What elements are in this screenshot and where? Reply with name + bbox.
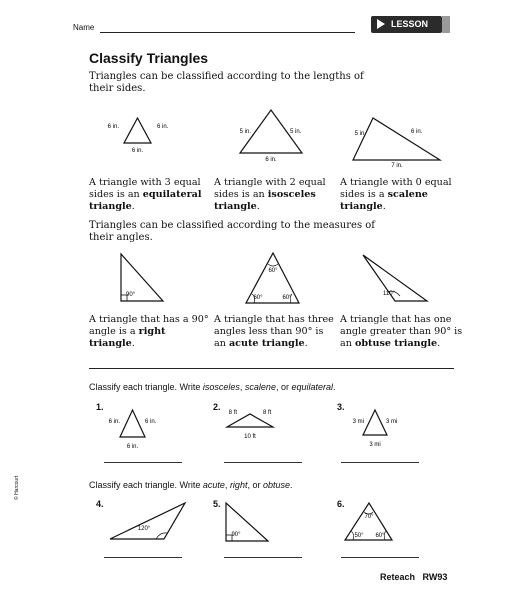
problems-angles-figure [0,495,510,545]
p6-label-left: 50° [354,533,364,539]
instruction-sep: , [224,480,230,490]
option-acute: acute [202,480,225,490]
footer-page: RW93 [422,572,448,582]
answer-line-4[interactable] [104,557,182,558]
answer-line-6[interactable] [341,557,419,558]
caption-scalene [340,177,464,213]
label-eq-left: 6 in. [107,124,119,130]
option-equilateral: equilateral [291,382,333,392]
p2-label-left: 8 ft [228,410,237,416]
p5-label-90: 90° [231,532,241,538]
p1-label-right: 6 in. [145,419,157,425]
caption-text: A triangle that has one angle greater than 90° is an [340,314,463,349]
instruction-sep: , or [275,382,292,392]
label-right-90: 90° [126,292,136,298]
obtuse-triangle [363,255,427,301]
caption-text: A triangle with 3 equal sides is an [89,177,201,200]
caption-text: A triangle that has a 90° angle is a [89,314,209,337]
copyright: © Harcourt [14,475,20,500]
caption-end: . [304,338,308,349]
caption-right [89,314,209,350]
p6-label-right: 60° [375,533,385,539]
lesson-tab [442,16,450,33]
instruction-end: . [333,382,336,392]
problems-sides-figure [0,400,510,455]
problem-1-number: 1. [96,402,104,412]
caption-text: A triangle with 2 equal sides is an [214,177,326,200]
answer-line-5[interactable] [224,557,302,558]
label-obtuse-110: 110° [383,291,395,297]
caption-end: . [382,201,386,212]
label-sc-left: 5 in. [354,131,366,137]
caption-text: A triangle that has three angles less than 90° is an [214,314,334,349]
scalene-triangle [353,118,440,160]
sides-intro: Triangles can be classified according to the lengths of their sides. [89,71,364,94]
caption-isosceles [214,177,336,213]
label-eq-bottom: 6 in. [131,148,144,154]
exercise-angles-instruction [89,480,293,490]
problem-4-triangle [110,503,185,539]
problem-3-triangle [363,410,387,435]
exercise-sides-instruction [89,382,336,392]
p1-label-bottom: 6 in. [126,444,139,450]
caption-term: isosceles triangle [214,189,316,212]
option-right: right [229,480,248,490]
problem-6-triangle [345,503,392,540]
caption-term: equilateral triangle [89,189,202,212]
footer-reteach: Reteach [380,572,416,582]
problem-3-number: 3. [337,402,345,412]
label-iso-bottom: 6 in. [265,157,277,163]
answer-line-1[interactable] [104,462,182,463]
p1-label-left: 6 in. [108,419,120,425]
p3-label-right: 3 mi [386,419,398,425]
p6-label-top: 70° [364,514,374,520]
footer [380,572,447,582]
p4-label-120: 120° [137,526,151,532]
lesson-badge [371,16,442,46]
p2-label-right: 8 ft [263,410,272,416]
label-acute-right: 60° [282,295,292,301]
label-acute-top: 60° [268,268,278,274]
play-icon [377,19,385,29]
problem-1-triangle [120,410,145,437]
option-obtuse: obtuse [262,480,290,490]
answer-line-3[interactable] [341,462,419,463]
p6-arc-left [351,531,354,540]
caption-text: A triangle with 0 equal sides is a [340,177,452,200]
angle-examples-figure [0,245,510,310]
label-iso-left: 5 in. [239,129,251,135]
section-divider [89,368,454,369]
caption-term: obtuse triangle [354,338,438,349]
p2-label-bottom: 10 ft [244,434,256,440]
caption-end: . [437,338,441,349]
side-examples-figure [0,100,510,175]
option-scalene: scalene [244,382,276,392]
caption-obtuse [340,314,464,350]
caption-end: . [131,201,135,212]
equilateral-triangle [124,118,151,143]
label-eq-right: 6 in. [157,124,169,130]
lesson-label: LESSON 18.2 [371,19,429,46]
p3-label-left: 3 mi [352,419,364,425]
instruction-sep: , [239,382,245,392]
caption-end: . [131,338,135,349]
label-sc-bottom: 7 in. [391,163,403,169]
page-title: Classify Triangles [89,50,209,66]
acute-arc-top [268,264,278,266]
problem-5-number: 5. [213,499,221,509]
caption-term: right triangle [89,326,166,349]
caption-term: acute triangle [228,338,305,349]
instruction-end: . [290,480,293,490]
caption-equilateral [89,177,209,213]
answer-line-2[interactable] [224,462,302,463]
caption-end: . [256,201,260,212]
p3-label-bottom: 3 mi [369,442,381,448]
caption-term: scalene triangle [340,189,428,212]
caption-acute [214,314,336,350]
instruction-text: Classify each triangle. Write [89,480,203,490]
problem-4-number: 4. [96,499,104,509]
instruction-text: Classify each triangle. Write [89,382,203,392]
problem-2-number: 2. [213,402,221,412]
problem-6-number: 6. [337,499,345,509]
name-label: Name [73,23,95,32]
angles-intro: Triangles can be classified according to the measures of their angles. [89,220,375,243]
label-iso-right: 5 in. [290,129,302,135]
name-line [100,32,355,33]
label-sc-right: 6 in. [411,129,423,135]
instruction-sep: , or [247,480,263,490]
option-isosceles: isosceles [202,382,240,392]
label-acute-left: 60° [253,295,263,301]
